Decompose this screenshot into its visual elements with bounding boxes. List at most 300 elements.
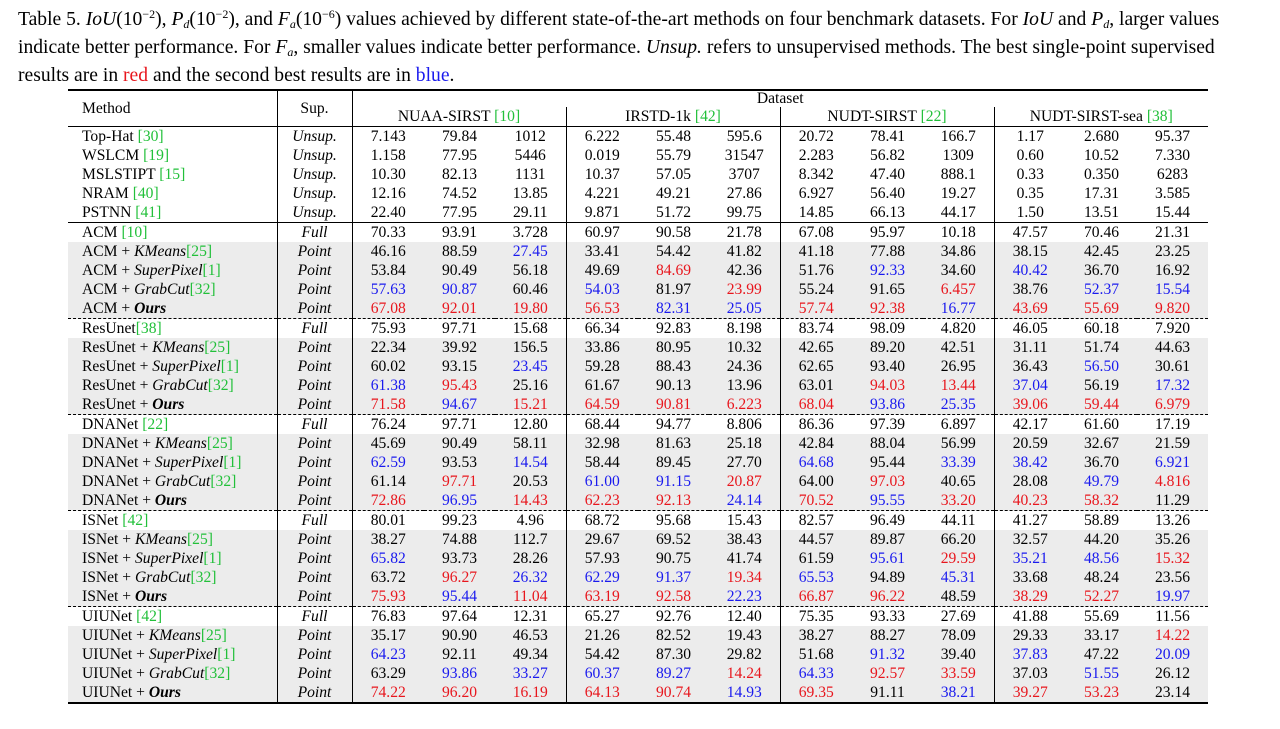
method-name-part: DNANet + bbox=[82, 473, 155, 490]
value-cell: 70.46 bbox=[1066, 223, 1137, 243]
supervision-cell: Unsup. bbox=[277, 165, 352, 184]
method-cite: [30] bbox=[137, 128, 164, 145]
value-cell: 90.87 bbox=[424, 280, 495, 299]
value-cell: 91.15 bbox=[638, 472, 709, 491]
caption-text-2: and bbox=[1058, 9, 1087, 30]
header-sup: Sup. bbox=[277, 90, 352, 127]
value-cell: 77.88 bbox=[852, 242, 923, 261]
method-cite: [38] bbox=[135, 320, 162, 337]
method-cite: [32] bbox=[190, 569, 217, 586]
value-cell: 33.17 bbox=[1066, 626, 1137, 645]
value-cell: 67.08 bbox=[780, 223, 852, 243]
method-cell bbox=[68, 664, 277, 683]
method-cite: [15] bbox=[159, 166, 186, 183]
supervision-cell: Point bbox=[277, 491, 352, 511]
table-row bbox=[68, 472, 1208, 491]
value-cell: 89.27 bbox=[638, 664, 709, 683]
value-cell: 45.69 bbox=[352, 434, 424, 453]
value-cell: 90.75 bbox=[638, 549, 709, 568]
supervision-cell: Point bbox=[277, 549, 352, 568]
value-cell: 44.20 bbox=[1066, 530, 1137, 549]
value-cell: 53.84 bbox=[352, 261, 424, 280]
caption-fa2-sub: a bbox=[287, 45, 294, 59]
value-cell: 37.03 bbox=[994, 664, 1066, 683]
table-row bbox=[68, 453, 1208, 472]
value-cell: 26.12 bbox=[1137, 664, 1208, 683]
value-cell: 90.49 bbox=[424, 261, 495, 280]
value-cell: 56.99 bbox=[923, 434, 994, 453]
value-cell: 47.57 bbox=[994, 223, 1066, 243]
method-name-part: Ours bbox=[134, 300, 167, 317]
value-cell: 66.34 bbox=[566, 319, 638, 339]
caption-iou-2: IoU bbox=[1022, 9, 1054, 30]
value-cell: 48.59 bbox=[923, 587, 994, 607]
method-cite: [32] bbox=[189, 281, 216, 298]
method-cite: [32] bbox=[210, 473, 237, 490]
value-cell: 35.17 bbox=[352, 626, 424, 645]
method-name-part: ResUnet + bbox=[82, 339, 153, 356]
value-cell: 88.59 bbox=[424, 242, 495, 261]
table-row bbox=[68, 568, 1208, 587]
supervision-cell: Point bbox=[277, 568, 352, 587]
method-name-part: PSTNN bbox=[82, 204, 136, 221]
value-cell: 92.38 bbox=[852, 299, 923, 319]
supervision-cell: Point bbox=[277, 280, 352, 299]
value-cell: 19.27 bbox=[940, 185, 976, 202]
value-cell: 9.820 bbox=[1137, 299, 1208, 319]
value-cell: 63.29 bbox=[352, 664, 424, 683]
method-cell bbox=[68, 184, 277, 203]
table-row bbox=[68, 223, 1208, 243]
value-cell: 88.04 bbox=[852, 434, 923, 453]
value-cell: 3.728 bbox=[495, 223, 566, 243]
value-cell: 11.29 bbox=[1137, 491, 1208, 511]
value-cell: 66.13 bbox=[869, 204, 906, 221]
value-cell: 94.03 bbox=[852, 376, 923, 395]
value-cell: 11.56 bbox=[1137, 607, 1208, 627]
value-cell: 1.50 bbox=[994, 203, 1066, 223]
value-cell: 29.11 bbox=[512, 204, 548, 221]
value-cell: 2.680 bbox=[1066, 127, 1137, 147]
value-cell: 61.38 bbox=[352, 376, 424, 395]
value-cell: 93.40 bbox=[852, 357, 923, 376]
value-cell: 29.82 bbox=[709, 645, 780, 664]
value-cell: 93.33 bbox=[852, 607, 923, 627]
value-cell: 23.45 bbox=[495, 357, 566, 376]
value-cell: 47.40 bbox=[869, 166, 906, 183]
value-cell: 38.21 bbox=[923, 683, 994, 703]
value-cell: 62.59 bbox=[352, 453, 424, 472]
value-cell: 41.74 bbox=[709, 549, 780, 568]
value-cell: 57.93 bbox=[566, 549, 638, 568]
value-cell: 52.37 bbox=[1066, 280, 1137, 299]
caption-pd-sub: d bbox=[183, 17, 190, 31]
table-row bbox=[68, 511, 1208, 531]
method-name-part: ACM + bbox=[82, 300, 135, 317]
value-cell: 82.57 bbox=[780, 511, 852, 531]
value-cell: 59.28 bbox=[566, 357, 638, 376]
method-cell bbox=[68, 203, 277, 223]
value-cell: 38.15 bbox=[994, 242, 1066, 261]
value-cell: 33.68 bbox=[994, 568, 1066, 587]
value-cell: 56.82 bbox=[869, 147, 906, 164]
value-cell: 94.89 bbox=[852, 568, 923, 587]
method-cite: [25] bbox=[206, 435, 233, 452]
caption-label: Table 5. bbox=[18, 9, 81, 30]
value-cell: 93.73 bbox=[424, 549, 495, 568]
table-row bbox=[68, 184, 1208, 203]
value-cell: 90.13 bbox=[638, 376, 709, 395]
value-cell: 68.72 bbox=[566, 511, 638, 531]
method-name-part: MSLSTIPT bbox=[82, 166, 160, 183]
method-cell bbox=[68, 530, 277, 549]
method-cell bbox=[68, 491, 277, 511]
value-cell: 14.54 bbox=[495, 453, 566, 472]
value-cell: 55.48 bbox=[638, 127, 709, 147]
value-cell: 16.77 bbox=[923, 299, 994, 319]
value-cell: 34.86 bbox=[923, 242, 994, 261]
value-cell: 86.36 bbox=[780, 415, 852, 435]
supervision-cell: Point bbox=[277, 242, 352, 261]
method-cite: [40] bbox=[132, 185, 159, 202]
value-cell: 20.87 bbox=[709, 472, 780, 491]
method-cell bbox=[68, 511, 277, 531]
value-cell: 38.29 bbox=[994, 587, 1066, 607]
value-cell: 19.43 bbox=[709, 626, 780, 645]
caption-text-7: . bbox=[449, 65, 455, 86]
method-cite: [19] bbox=[143, 147, 170, 164]
supervision-cell: Point bbox=[277, 338, 352, 357]
method-cite: [42] bbox=[136, 608, 163, 625]
header-dataset: Dataset bbox=[352, 90, 1208, 107]
value-cell: 89.45 bbox=[638, 453, 709, 472]
method-cite: [25] bbox=[186, 531, 213, 548]
value-cell: 39.92 bbox=[424, 338, 495, 357]
value-cell: 83.74 bbox=[780, 319, 852, 339]
value-cell: 40.65 bbox=[923, 472, 994, 491]
caption-text-3: , larger values indicate better performance. For bbox=[18, 9, 1220, 58]
supervision-cell: Full bbox=[277, 607, 352, 627]
method-name-part: ISNet bbox=[82, 512, 123, 529]
value-cell: 51.74 bbox=[1066, 338, 1137, 357]
caption-pd-unit: (10 bbox=[189, 9, 216, 30]
value-cell: 11.04 bbox=[495, 587, 566, 607]
table-row bbox=[68, 626, 1208, 645]
method-cell bbox=[68, 395, 277, 415]
supervision-cell: Unsup. bbox=[277, 127, 352, 147]
value-cell: 22.23 bbox=[709, 587, 780, 607]
method-name-part: KMeans bbox=[134, 243, 187, 260]
value-cell: 53.23 bbox=[1066, 683, 1137, 703]
value-cell: 79.84 bbox=[424, 127, 495, 147]
value-cell: 56.40 bbox=[869, 185, 906, 202]
value-cell: 10.37 bbox=[566, 165, 638, 184]
value-cell: 49.69 bbox=[566, 261, 638, 280]
table-row bbox=[68, 319, 1208, 339]
method-cell bbox=[68, 683, 277, 703]
value-cell: 54.03 bbox=[566, 280, 638, 299]
value-cell: 93.86 bbox=[852, 395, 923, 415]
value-cell: 95.61 bbox=[852, 549, 923, 568]
caption-fa-unit: (10 bbox=[295, 9, 322, 30]
method-cell bbox=[68, 223, 277, 243]
value-cell: 48.56 bbox=[1066, 549, 1137, 568]
value-cell: 60.37 bbox=[566, 664, 638, 683]
value-cell: 64.59 bbox=[566, 395, 638, 415]
method-name-part: UIUNet + bbox=[82, 627, 149, 644]
table-row bbox=[68, 338, 1208, 357]
value-cell: 14.43 bbox=[495, 491, 566, 511]
value-cell: 17.32 bbox=[1137, 376, 1208, 395]
value-cell: 61.60 bbox=[1066, 415, 1137, 435]
value-cell: 34.60 bbox=[923, 261, 994, 280]
value-cell: 0.33 bbox=[994, 165, 1066, 184]
value-cell: 69.35 bbox=[780, 683, 852, 703]
value-cell: 6.457 bbox=[923, 280, 994, 299]
value-cell: 10.30 bbox=[370, 166, 406, 183]
table-row bbox=[68, 165, 1208, 184]
value-cell: 54.42 bbox=[566, 645, 638, 664]
table-row bbox=[68, 664, 1208, 683]
supervision-cell: Full bbox=[277, 415, 352, 435]
header-dataset-irstd bbox=[566, 107, 780, 127]
value-cell: 52.27 bbox=[1066, 587, 1137, 607]
value-cell: 888.1 bbox=[940, 166, 976, 183]
value-cell: 93.15 bbox=[424, 357, 495, 376]
value-cell: 25.35 bbox=[923, 395, 994, 415]
value-cell: 66.87 bbox=[780, 587, 852, 607]
value-cell: 81.97 bbox=[638, 280, 709, 299]
value-cell: 68.44 bbox=[566, 415, 638, 435]
table-row bbox=[68, 645, 1208, 664]
method-cell bbox=[68, 127, 277, 147]
value-cell: 22.40 bbox=[370, 204, 406, 221]
value-cell: 6.979 bbox=[1137, 395, 1208, 415]
value-cell: 90.74 bbox=[638, 683, 709, 703]
value-cell: 63.72 bbox=[352, 568, 424, 587]
method-cite: [32] bbox=[204, 665, 231, 682]
value-cell: 89.20 bbox=[852, 338, 923, 357]
method-name-part: ResUnet bbox=[82, 320, 136, 337]
method-cell bbox=[68, 549, 277, 568]
caption-pd: P bbox=[171, 9, 184, 30]
value-cell: 97.03 bbox=[852, 472, 923, 491]
value-cell: 14.85 bbox=[780, 203, 852, 223]
value-cell: 3707 bbox=[728, 166, 760, 183]
value-cell: 29.67 bbox=[566, 530, 638, 549]
value-cell: 93.53 bbox=[424, 453, 495, 472]
value-cell: 98.09 bbox=[852, 319, 923, 339]
value-cell: 39.40 bbox=[923, 645, 994, 664]
value-cell: 61.14 bbox=[352, 472, 424, 491]
value-cell: 63.19 bbox=[566, 587, 638, 607]
value-cell: 42.17 bbox=[994, 415, 1066, 435]
table-caption: Table 5. $IoU(10^{-2})$, $P_d(10^{-2})$, and $F_a(10^{-6})$ values achieved by different state-of-the-art methods on four benchmark datasets. For IoU and $P_d$, larger values indicate better performance. For $F_a$, smaller values indicate better performance. Unsup. refers to unsupervised methods. The best single-point supervised results are in red and the second best results are in blue. bbox=[18, 7, 1220, 86]
value-cell: 51.68 bbox=[780, 645, 852, 664]
value-cell: 14.22 bbox=[1137, 626, 1208, 645]
value-cell: 92.11 bbox=[424, 645, 495, 664]
method-name-part: Ours bbox=[148, 684, 181, 701]
value-cell: 1.17 bbox=[994, 127, 1066, 147]
value-cell: 58.11 bbox=[495, 434, 566, 453]
method-cell bbox=[68, 645, 277, 664]
value-cell: 15.43 bbox=[709, 511, 780, 531]
value-cell: 64.68 bbox=[780, 453, 852, 472]
value-cell: 27.86 bbox=[726, 185, 762, 202]
value-cell: 92.13 bbox=[638, 491, 709, 511]
value-cell: 19.97 bbox=[1137, 587, 1208, 607]
value-cell: 31.11 bbox=[994, 338, 1066, 357]
value-cell: 27.70 bbox=[709, 453, 780, 472]
value-cell: 166.7 bbox=[923, 127, 994, 147]
header-dataset-nudt-sea bbox=[994, 107, 1208, 127]
value-cell: 92.58 bbox=[638, 587, 709, 607]
value-cell: 21.26 bbox=[566, 626, 638, 645]
value-cell: 5446 bbox=[514, 147, 546, 164]
value-cell: 29.33 bbox=[994, 626, 1066, 645]
value-cell: 3.585 bbox=[1154, 185, 1191, 202]
value-cell: 51.72 bbox=[655, 204, 692, 221]
value-cell: 58.89 bbox=[1066, 511, 1137, 531]
value-cell: 33.86 bbox=[566, 338, 638, 357]
value-cell: 49.79 bbox=[1066, 472, 1137, 491]
value-cell: 88.27 bbox=[852, 626, 923, 645]
value-cell: 92.33 bbox=[852, 261, 923, 280]
value-cell: 97.71 bbox=[424, 472, 495, 491]
value-cell: 95.55 bbox=[852, 491, 923, 511]
value-cell: 84.69 bbox=[638, 261, 709, 280]
value-cell: 43.69 bbox=[994, 299, 1066, 319]
method-name-part: Ours bbox=[154, 492, 187, 509]
value-cell: 4.820 bbox=[923, 319, 994, 339]
caption-iou: IoU bbox=[85, 9, 117, 30]
method-name-part: ResUnet + bbox=[82, 396, 153, 413]
value-cell: 24.36 bbox=[709, 357, 780, 376]
value-cell: 32.67 bbox=[1066, 434, 1137, 453]
value-cell: 36.43 bbox=[994, 357, 1066, 376]
value-cell: 38.27 bbox=[352, 530, 424, 549]
value-cell: 61.59 bbox=[780, 549, 852, 568]
caption-text-1: ) values achieved by different state-of-the-art methods on four benchmark datasets. For bbox=[334, 9, 1018, 30]
caption-close: ) bbox=[155, 9, 162, 30]
value-cell: 16.19 bbox=[495, 683, 566, 703]
supervision-cell: Full bbox=[277, 319, 352, 339]
table-row bbox=[68, 434, 1208, 453]
method-name-part: DNANet + bbox=[82, 454, 155, 471]
caption-pd-exp: −2 bbox=[215, 7, 229, 21]
value-cell: 68.04 bbox=[780, 395, 852, 415]
method-cite: [25] bbox=[200, 627, 227, 644]
value-cell: 76.83 bbox=[352, 607, 424, 627]
method-cell bbox=[68, 261, 277, 280]
value-cell: 49.34 bbox=[495, 645, 566, 664]
caption-pd-2: P bbox=[1091, 9, 1104, 30]
value-cell: 46.05 bbox=[994, 319, 1066, 339]
value-cell: 95.97 bbox=[852, 223, 923, 243]
value-cell: 1309 bbox=[942, 147, 974, 164]
supervision-cell: Point bbox=[277, 434, 352, 453]
method-name-part: ISNet + bbox=[82, 531, 135, 548]
value-cell: 60.18 bbox=[1066, 319, 1137, 339]
method-name-part: UIUNet bbox=[82, 608, 137, 625]
value-cell: 13.96 bbox=[709, 376, 780, 395]
value-cell: 42.45 bbox=[1066, 242, 1137, 261]
value-cell: 81.63 bbox=[638, 434, 709, 453]
value-cell: 95.43 bbox=[424, 376, 495, 395]
table-row bbox=[68, 261, 1208, 280]
value-cell: 90.58 bbox=[638, 223, 709, 243]
value-cell: 99.23 bbox=[424, 511, 495, 531]
value-cell: 76.24 bbox=[352, 415, 424, 435]
caption-unsup: Unsup. bbox=[645, 37, 702, 58]
value-cell: 60.46 bbox=[495, 280, 566, 299]
value-cell: 156.5 bbox=[495, 338, 566, 357]
value-cell: 96.49 bbox=[852, 511, 923, 531]
value-cell: 82.13 bbox=[441, 166, 478, 183]
value-cell: 56.53 bbox=[566, 299, 638, 319]
value-cell: 62.23 bbox=[566, 491, 638, 511]
value-cell: 0.35 bbox=[994, 184, 1066, 203]
value-cell: 4.221 bbox=[566, 184, 638, 203]
value-cell: 25.18 bbox=[709, 434, 780, 453]
value-cell: 36.70 bbox=[1066, 453, 1137, 472]
value-cell: 38.27 bbox=[780, 626, 852, 645]
value-cell: 91.32 bbox=[852, 645, 923, 664]
value-cell: 77.95 bbox=[441, 147, 478, 164]
value-cell: 41.82 bbox=[709, 242, 780, 261]
value-cell: 21.59 bbox=[1137, 434, 1208, 453]
method-name-part: GrabCut bbox=[154, 473, 211, 490]
value-cell: 55.69 bbox=[1066, 299, 1137, 319]
caption-iou-exp: −2 bbox=[142, 7, 156, 21]
value-cell: 40.42 bbox=[994, 261, 1066, 280]
value-cell: 57.05 bbox=[655, 166, 692, 183]
method-cell bbox=[68, 338, 277, 357]
value-cell: 44.63 bbox=[1137, 338, 1208, 357]
value-cell: 90.49 bbox=[424, 434, 495, 453]
supervision-cell: Point bbox=[277, 472, 352, 491]
value-cell: 7.143 bbox=[352, 127, 424, 147]
value-cell: 23.56 bbox=[1137, 568, 1208, 587]
value-cell: 25.16 bbox=[495, 376, 566, 395]
method-name-part: GrabCut bbox=[134, 569, 191, 586]
method-name-part: UIUNet + bbox=[82, 665, 149, 682]
dataset-cite: [38] bbox=[1146, 108, 1173, 125]
method-cite: [1] bbox=[223, 454, 242, 471]
value-cell: 0.350 bbox=[1083, 166, 1120, 183]
supervision-cell: Point bbox=[277, 376, 352, 395]
value-cell: 56.19 bbox=[1066, 376, 1137, 395]
value-cell: 88.43 bbox=[638, 357, 709, 376]
value-cell: 96.20 bbox=[424, 683, 495, 703]
value-cell: 13.85 bbox=[512, 185, 548, 202]
value-cell: 20.53 bbox=[495, 472, 566, 491]
method-cite: [1] bbox=[202, 262, 221, 279]
header-method: Method bbox=[68, 90, 277, 127]
value-cell: 94.77 bbox=[638, 415, 709, 435]
caption-red-word: red bbox=[123, 65, 149, 86]
value-cell: 97.39 bbox=[852, 415, 923, 435]
method-name-part: Ours bbox=[134, 588, 168, 605]
value-cell: 28.08 bbox=[994, 472, 1066, 491]
value-cell: 27.45 bbox=[495, 242, 566, 261]
value-cell: 97.71 bbox=[424, 415, 495, 435]
supervision-cell: Point bbox=[277, 530, 352, 549]
method-cite: [1] bbox=[217, 646, 236, 663]
caption-fa-2: F bbox=[275, 37, 288, 58]
value-cell: 57.63 bbox=[352, 280, 424, 299]
value-cell: 33.59 bbox=[923, 664, 994, 683]
